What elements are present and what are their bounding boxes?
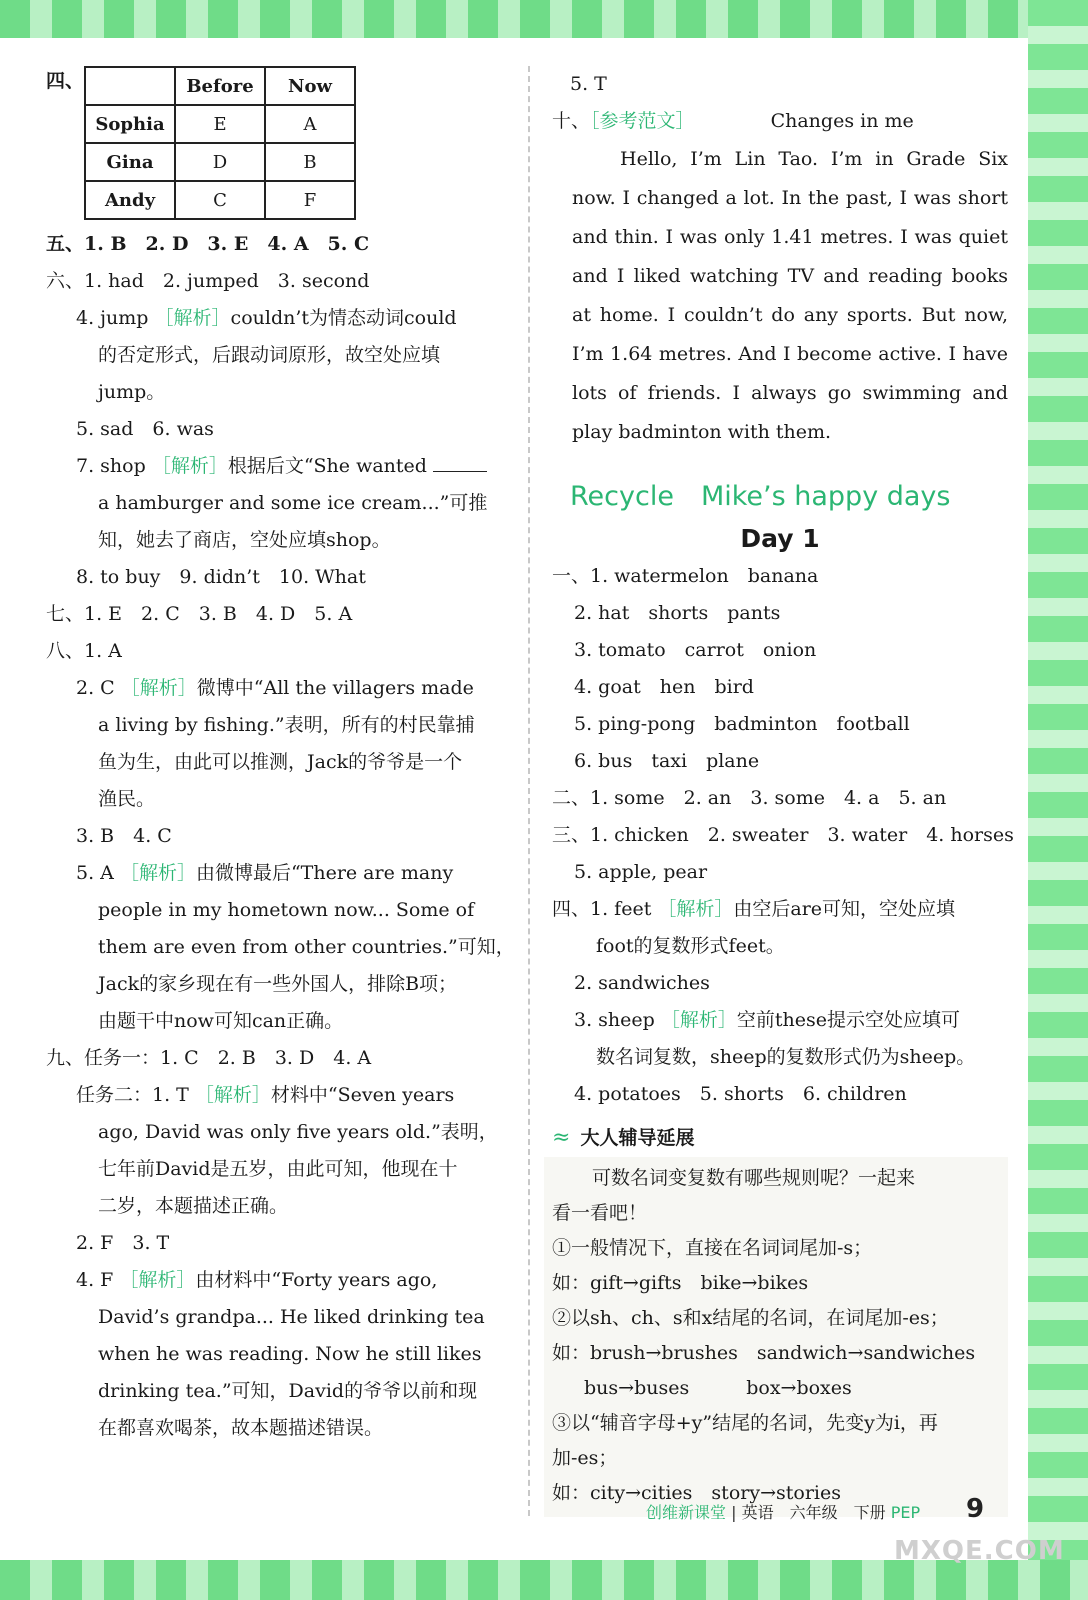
analysis-text: a living by fishing.”表明，所有的村民靠捕 (98, 714, 475, 736)
table-cell: A (265, 105, 355, 143)
q2-answers: 二、1. some 2. an 3. some 4. a 5. an (552, 787, 947, 809)
section-7-answers: 七、1. E 2. C 3. B 4. D 5. A (46, 603, 353, 625)
recycle-section-title: Recycle Mike’s happy days (570, 481, 951, 512)
analysis-text: 二岁，本题描述正确。 (98, 1195, 289, 1217)
table-row (85, 143, 355, 181)
q1-item-2: 2. hat shorts pants (574, 602, 781, 624)
section-6-item-7 (46, 448, 506, 485)
footer-edition: PEP (890, 1503, 921, 1522)
analysis-text: 微博中“All the villagers made (196, 677, 474, 699)
section-6-items-5-6: 5. sad 6. was (76, 418, 214, 440)
section-5-answers: 五、1. B 2. D 3. E 4. A 5. C (46, 233, 370, 255)
answer: 任务二：1. T (76, 1084, 189, 1106)
essay-title: Changes in me (770, 110, 914, 132)
table-row (85, 181, 355, 219)
extension-intro: 可数名词变复数有哪些规则呢？一起来 (592, 1167, 916, 1189)
right-column (552, 66, 1014, 1517)
analysis-text: 材料中“Seven years (270, 1084, 455, 1106)
q4-item-2: 2. sandwiches (574, 972, 710, 994)
analysis-text: 鱼为生，由此可以推测，Jack的爷爷是一个 (98, 751, 463, 773)
analysis-text: 数名词复数，sheep的复数形式仍为sheep。 (596, 1046, 976, 1068)
analysis-text: 在都喜欢喝茶，故本题描述错误。 (98, 1417, 384, 1439)
analysis-text: foot的复数形式feet。 (596, 935, 785, 957)
table-cell: Sophia (85, 105, 175, 143)
extension-box (544, 1157, 1008, 1517)
rule-1: ①一般情况下，直接在名词词尾加-s； (552, 1237, 873, 1259)
analysis-text: jump。 (98, 381, 166, 403)
analysis-text: 七年前David是五岁，由此可知，他现在十 (98, 1158, 458, 1180)
analysis-text: 由材料中“Forty years ago, (195, 1269, 438, 1291)
table-header-cell: Now (265, 67, 355, 105)
analysis-tag: ［解析］ (657, 898, 734, 920)
section-6-item-4 (46, 300, 506, 337)
table-cell: B (265, 143, 355, 181)
analysis-text: people in my hometown now... Some of (98, 899, 475, 921)
answer: 3. sheep (574, 1009, 655, 1031)
table-header-row (85, 67, 355, 105)
blank-line (433, 453, 487, 472)
analysis-text: drinking tea.”可知，David的爷爷以前和现 (98, 1380, 478, 1402)
section-8-item-1: 八、1. A (46, 640, 122, 662)
answer-table (84, 66, 356, 220)
table-cell: D (175, 143, 265, 181)
left-column (46, 66, 515, 1447)
table-row (85, 105, 355, 143)
answer: 7. shop (76, 455, 146, 477)
analysis-text: when he was reading. Now he still likes (98, 1343, 482, 1365)
table-cell: Gina (85, 143, 175, 181)
analysis-text: couldn’t为情态动词could (230, 307, 457, 329)
analysis-tag: ［解析］ (660, 1009, 737, 1031)
section-10-heading (552, 103, 1008, 140)
rule-3-example: 如：city→cities story→stories (552, 1482, 841, 1504)
analysis-tag: ［解析］ (119, 1269, 196, 1291)
watermark: MXQE.COM (894, 1536, 1065, 1566)
answer: 4. jump (76, 307, 149, 329)
table-cell: Andy (85, 181, 175, 219)
wave-icon: ≈ (552, 1125, 571, 1150)
footer-subject: 英语 六年级 下册 (741, 1503, 886, 1522)
q1-item-6: 6. bus taxi plane (574, 750, 760, 772)
rule-3: ③以“辅音字母+y”结尾的名词，先变y为i，再 (552, 1412, 938, 1434)
section-8-item-5 (46, 855, 506, 892)
essay-body: Hello, I’m Lin Tao. I’m in Grade Six now. I changed a lot. In the past, I was short and thin. I was only 1.41 metres. I was quiet and I liked watching TV and reading books at home. I couldn’t do any sports. But now, I’m 1.64 metres. And I become active. I have lots of friends. I always go swimming and play badminton with them. (572, 148, 1008, 443)
right-border (1028, 0, 1088, 1600)
q3-item-5: 5. apple, pear (574, 861, 708, 883)
bottom-border (0, 1560, 1088, 1600)
q1-item-3: 3. tomato carrot onion (574, 639, 817, 661)
analysis-text: 渔民。 (98, 788, 156, 810)
analysis-text: 根据后文“She wanted (227, 455, 427, 477)
table-cell: F (265, 181, 355, 219)
analysis-text: 知，她去了商店，空处应填shop。 (98, 529, 391, 551)
rule-3-cont: 加-es； (552, 1447, 618, 1469)
rule-2: ②以sh、ch、s和x结尾的名词，在词尾加-es； (552, 1307, 949, 1329)
q1-item-4: 4. goat hen bird (574, 676, 754, 698)
analysis-text: David’s grandpa... He liked drinking tea (98, 1306, 485, 1328)
section-8-items-3-4: 3. B 4. C (76, 825, 172, 847)
section-6-items-8-10: 8. to buy 9. didn’t 10. What (76, 566, 366, 588)
extension-intro: 看一看吧！ (552, 1202, 648, 1224)
section-4-number: 四、 (46, 70, 85, 92)
rule-2-example: bus→buses box→boxes (584, 1377, 852, 1399)
footer (646, 1500, 920, 1523)
analysis-text: 由空后are可知，空处应填 (733, 898, 956, 920)
analysis-tag: ［解析］ (120, 677, 197, 699)
section-8-item-2 (46, 670, 506, 707)
answer: 4. F (76, 1269, 114, 1291)
day-title: Day 1 (740, 524, 820, 553)
section-4 (46, 66, 506, 220)
analysis-tag: ［解析］ (151, 455, 228, 477)
section-9-item-5: 5. T (570, 73, 607, 95)
analysis-text: a hamburger and some ice cream...”可推 (98, 492, 488, 514)
q3-answers: 三、1. chicken 2. sweater 3. water 4. horses (552, 824, 1014, 846)
q1-item-5: 5. ping-pong badminton football (574, 713, 910, 735)
column-divider (528, 66, 530, 1516)
footer-brand: 创维新课堂 (646, 1503, 727, 1522)
section-9-task-2 (46, 1077, 506, 1114)
sample-essay-tag: ［参考范文］ (590, 110, 695, 132)
analysis-text: them are even from other countries.”可知， (98, 936, 515, 958)
analysis-tag: ［解析］ (119, 862, 196, 884)
analysis-text: 的否定形式，后跟动词原形，故空处应填 (98, 344, 441, 366)
table-cell: E (175, 105, 265, 143)
rule-2-example: 如：brush→brushes sandwich→sandwiches (552, 1342, 976, 1364)
answer: 2. C (76, 677, 115, 699)
section-6-answers: 六、1. had 2. jumped 3. second (46, 270, 370, 292)
analysis-text: 由题干中now可知can正确。 (98, 1010, 344, 1032)
section-9-item-4 (46, 1262, 506, 1299)
table-header-cell: Before (175, 67, 265, 105)
q4-item-1 (552, 891, 1008, 928)
analysis-text: 空前these提示空处应填可 (736, 1009, 960, 1031)
rule-1-example: 如：gift→gifts bike→bikes (552, 1272, 809, 1294)
analysis-text: Jack的家乡现在有一些外国人，排除B项； (98, 973, 458, 995)
answer: 四、1. feet (552, 898, 652, 920)
extension-title: 大人辅导延展 (580, 1127, 695, 1149)
analysis-text: 由微博最后“There are many (195, 862, 454, 884)
footer-separator: | (731, 1503, 737, 1522)
analysis-tag: ［解析］ (154, 307, 231, 329)
extension-heading (552, 1119, 1008, 1157)
section-9-task-1: 九、任务一：1. C 2. B 3. D 4. A (46, 1047, 372, 1069)
analysis-tag: ［解析］ (194, 1084, 271, 1106)
section-9-items-2-3: 2. F 3. T (76, 1232, 170, 1254)
q4-items-4-6: 4. potatoes 5. shorts 6. children (574, 1083, 907, 1105)
answer: 5. A (76, 862, 114, 884)
top-border (0, 0, 1088, 38)
analysis-text: ago, David was only five years old.”表明， (98, 1121, 498, 1143)
section-10-number: 十、 (552, 110, 591, 132)
page-number: 9 (966, 1494, 985, 1524)
table-header-cell (85, 67, 175, 105)
q4-item-3 (552, 1002, 1008, 1039)
table-cell: C (175, 181, 265, 219)
q1-item-1: 一、1. watermelon banana (552, 565, 819, 587)
